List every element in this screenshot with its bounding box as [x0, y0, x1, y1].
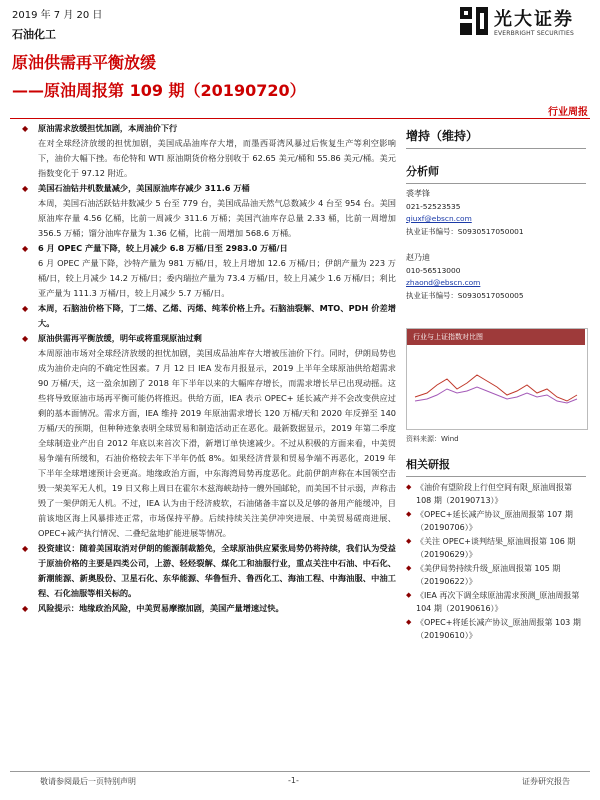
- bullet-diamond-icon: ◆: [406, 537, 412, 545]
- summary-bullet: ◆ 本周，石脑油价格下降，丁二烯、乙烯、丙烯、纯苯价格上升。石脑油裂解、MTO、PDH 价差增大。: [22, 303, 396, 328]
- related-report-link[interactable]: ◆ 《OPEC+将延长减产协议_原油周报第 103 期（20190610）》: [406, 618, 581, 640]
- bullet-diamond-icon: ◆: [406, 483, 412, 491]
- risk-warning: ◆ 风险提示：地缘政治风险，中美贸易摩擦加剧，美国产量增速过快。: [14, 601, 396, 616]
- analyst-phone: 021-52523535: [406, 201, 461, 211]
- sidebar-divider: [406, 183, 586, 184]
- sidebar-divider: [406, 476, 586, 477]
- summary-paragraph: 本周原油市场对全球经济放缓的担忧加剧，美国成品油库存大增被压油价下行。同时，伊朗局势也成为油价走向的不确定性因素。7 月 12 日 IEA 发布月报显示，2019 上半年全球原油供给超需求 90 万桶/天，这一盈余加剧了 2018 年下半年以来的大幅库存增长，而需求增长早已出现动摇。这些将导致原油市场再平衡可能仍将推迟。供给方面，IEA 表示 OPEC+ 延长减产并不会改变供应过剩的基本面情况。需求方面，IEA 维持 2019 年原油需求增长 120 万桶/天和 2020 年反弹至 140 万桶/天的预期，但种种迹象表明全球贸易和制造活动正在恶化。最新数据显示，2019 年第二季度全球制造业产出自 2012 年底以来首次下滑，新增订单快速减少。不过从积极的方面来看，中美贸易争端有所缓和，石油价格较去年下半年仍低 8%。如果经济背景和贸易争端不再恶化，2019 年下半年全球增速预计会更高。地缘政治方面，中东海湾局势再度恶化。此前伊朗声称在本国领空击毁一架美军无人机，19 日又称上周日在霍尔木兹海峡劫持一艘外国邮轮，而美国不甘示弱，声称击毁了一架伊朗无人机。不过，IEA 认为由于经济疲软，石油储备丰富以及足够的备用产能缓冲，目前该地区海上风暴排迹正常，市场保持平静。后续持续关注美伊冲突进展、中美贸易磋商进展、OPEC+减产执行情况、二叠纪盆地扩能进展等情况。: [38, 348, 396, 538]
- analyst-card: [406, 188, 586, 238]
- chart-source: 资料来源：Wind: [406, 435, 459, 443]
- sector-label: 石油化工: [12, 28, 56, 41]
- bullet-diamond-icon: ◆: [22, 604, 29, 613]
- logo-mark-icon: [456, 3, 492, 39]
- logo-subtext: EVERBRIGHT SECURITIES: [494, 30, 574, 37]
- related-report-link[interactable]: ◆ 《关注 OPEC+谈判结果_原油周报第 106 期（20190629）》: [406, 537, 576, 559]
- analyst-heading: 分析师: [406, 165, 439, 178]
- page-number: -1-: [288, 776, 299, 785]
- summary-paragraph: 6 月 OPEC 产量下降，沙特产量为 981 万桶/日，较上月增加 12.6 万桶/日；伊朗产量为 223 万桶/日，较上月减少 14.2 万桶/日；委内瑞拉产量为 73.4 万桶/日，较上月减少 1.6 万桶/日；利比亚产量为 111.3 万桶/日，较上月减少 5.7 万桶/日。: [38, 258, 396, 298]
- chart-title: 行业与上证指数对比图: [407, 329, 585, 345]
- analyst-name: 裘孝锋: [406, 189, 430, 198]
- summary-paragraph: 本周，美国石油活跃钻井数减少 5 台至 779 台，美国成品油天然气总数减少 4 台至 954 台。美国原油库存量 4.56 亿桶，比前一周减少 311.6 万桶；美国汽油库存总量 2.33 桶，比前一周增加 356.5 万桶；馏分油库存量为 1.36 亿桶，比前一周增加 568.6 万桶。: [38, 198, 396, 238]
- bullet-diamond-icon: ◆: [22, 124, 29, 133]
- footer-divider: [10, 771, 590, 772]
- analyst-phone: 010-56513000: [406, 265, 461, 275]
- footer-disclaimer: 敬请参阅最后一页特别声明: [40, 777, 136, 786]
- bullet-diamond-icon: ◆: [22, 544, 29, 553]
- analyst-cert: 执业证书编号：S0930517050001: [406, 226, 524, 236]
- company-logo: [456, 3, 588, 45]
- analyst-cert: 执业证书编号：S0930517050005: [406, 290, 524, 300]
- analyst-name: 赵乃迪: [406, 253, 430, 262]
- bullet-diamond-icon: ◆: [22, 334, 29, 343]
- analyst-email-link[interactable]: zhaond@ebscn.com: [406, 278, 481, 287]
- report-title: 原油供需再平衡放缓: [12, 53, 157, 72]
- rating: 增持（维持）: [406, 129, 479, 143]
- summary-bullet: ◆ 6 月 OPEC 产量下降，较上月减少 6.8 万桶/日至 2983.0 万桶/日: [14, 241, 396, 256]
- header-divider: [10, 118, 590, 119]
- report-subtitle: ——原油周报第 109 期（20190720）: [12, 81, 306, 100]
- report-body: [14, 121, 396, 616]
- summary-bullet: ◆ 原油供需再平衡放缓，明年或将重现原油过剩: [14, 331, 396, 346]
- related-report-link[interactable]: ◆ 《OPEC+延长减产协议_原油周报第 107 期（20190706）》: [406, 510, 573, 532]
- bullet-diamond-icon: ◆: [22, 184, 29, 193]
- index-comparison-chart: [406, 328, 588, 430]
- summary-paragraph: 在对全球经济放缓的担忧加剧，美国成品油库存大增，而墨西哥湾风暴过后恢复生产等利空影响下，油价大幅下挫。布伦特和 WTI 原油期货价格分别收于 62.65 美元/桶和 55.86 美元/桶。美元指数变化于 97.12 附近。: [38, 138, 396, 178]
- bullet-diamond-icon: ◆: [406, 591, 412, 599]
- investment-advice: ◆ 投资建议：随着美国取消对伊朗的能源制裁豁免，全球原油供应紧张局势仍将持续，我们认为受益于原油价格的主要是四类公司，上游、轻烃裂解、煤化工和油服行业，重点关注中石油、中石化、新潮能源、新奥股份、卫星石化、东华能源、华鲁恒升、鲁西化工、海油工程、中海油服、中油工程、石化油服等相关标的。: [22, 543, 396, 598]
- bullet-diamond-icon: ◆: [22, 244, 29, 253]
- analyst-email-link[interactable]: qiuxf@ebscn.com: [406, 214, 472, 223]
- summary-bullet: ◆ 美国石油钻井机数量减少，美国原油库存减少 311.6 万桶: [14, 181, 396, 196]
- chart-plot: [407, 345, 585, 427]
- report-type: 行业周报: [548, 107, 588, 118]
- related-report-link[interactable]: ◆ 《油价有望阶段上行但空间有限_原油周报第 108 期（20190713）》: [406, 483, 572, 505]
- related-heading: 相关研报: [406, 458, 450, 471]
- bullet-diamond-icon: ◆: [406, 510, 412, 518]
- footer-label: 证券研究报告: [522, 777, 570, 786]
- summary-bullet: ◆ 原油需求放缓担忧加剧，本周油价下行: [14, 121, 396, 136]
- analyst-card: [406, 252, 586, 302]
- related-report-link[interactable]: ◆ 《IEA 再次下调全球原油需求预测_原油周报第 104 期（20190616）》: [406, 591, 580, 613]
- logo-text: 光大证券: [494, 9, 574, 30]
- sidebar: [406, 121, 586, 643]
- bullet-diamond-icon: ◆: [22, 304, 29, 313]
- related-report-link[interactable]: ◆ 《美伊局势持续升级_原油周报第 105 期（20190622）》: [406, 564, 561, 586]
- sidebar-divider: [406, 148, 586, 149]
- report-date: 2019 年 7 月 20 日: [12, 10, 103, 21]
- bullet-diamond-icon: ◆: [406, 618, 412, 626]
- bullet-diamond-icon: ◆: [406, 564, 412, 572]
